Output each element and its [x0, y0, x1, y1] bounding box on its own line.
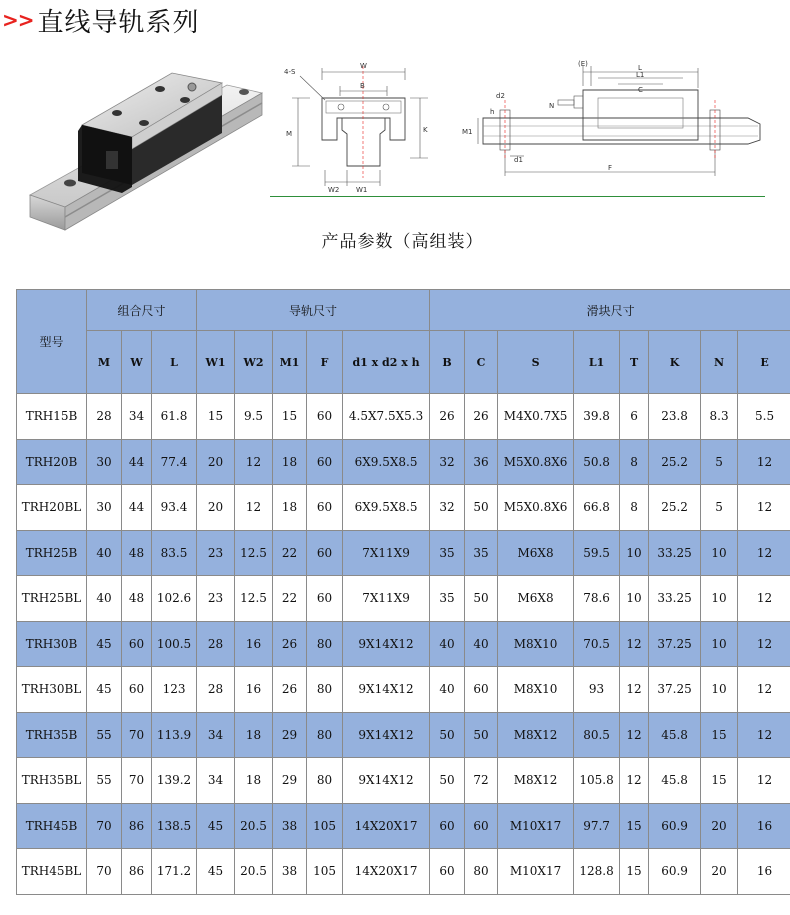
table-cell: 40	[430, 667, 465, 713]
table-cell: 80	[307, 712, 343, 758]
table-cell: 80	[307, 758, 343, 804]
table-cell: 40	[465, 621, 498, 667]
model-cell: TRH15B	[17, 394, 87, 440]
table-cell: 23.8	[649, 394, 701, 440]
table-cell: 48	[122, 530, 152, 576]
table-cell: 70	[122, 758, 152, 804]
table-cell: 5	[701, 439, 738, 485]
column-header: L	[152, 331, 197, 394]
table-cell: 12	[738, 667, 790, 713]
table-cell: 18	[235, 712, 273, 758]
table-cell: 171.2	[152, 849, 197, 895]
model-cell: TRH30B	[17, 621, 87, 667]
table-cell: 12	[620, 667, 649, 713]
table-cell: 33.25	[649, 576, 701, 622]
table-cell: 20.5	[235, 803, 273, 849]
table-cell: 128.8	[574, 849, 620, 895]
table-cell: 45.8	[649, 758, 701, 804]
table-cell: 25.2	[649, 439, 701, 485]
model-header: 型号	[17, 290, 87, 394]
table-cell: 80	[307, 621, 343, 667]
table-cell: 7X11X9	[343, 530, 430, 576]
column-header: M	[87, 331, 122, 394]
table-row	[17, 530, 790, 576]
table-cell: 15	[197, 394, 235, 440]
table-cell: 20	[197, 485, 235, 531]
table-cell: 12	[620, 712, 649, 758]
table-cell: 20	[197, 439, 235, 485]
table-cell: 39.8	[574, 394, 620, 440]
table-cell: 70	[122, 712, 152, 758]
table-cell: 15	[273, 394, 307, 440]
table-cell: 83.5	[152, 530, 197, 576]
table-cell: 9X14X12	[343, 667, 430, 713]
table-cell: 20.5	[235, 849, 273, 895]
table-cell: 12.5	[235, 576, 273, 622]
table-cell: 12	[738, 530, 790, 576]
table-cell: 60	[307, 485, 343, 531]
table-cell: 45	[197, 803, 235, 849]
table-cell: 12	[738, 712, 790, 758]
section-subtitle: 产品参数（高组装）	[321, 232, 484, 252]
table-cell: 16	[738, 849, 790, 895]
table-cell: M6X8	[498, 576, 574, 622]
table-cell: 50	[465, 485, 498, 531]
table-cell: 38	[273, 803, 307, 849]
table-cell: 5.5	[738, 394, 790, 440]
table-row	[17, 758, 790, 804]
table-cell: 6	[620, 394, 649, 440]
table-cell: 34	[197, 758, 235, 804]
table-cell: 9X14X12	[343, 621, 430, 667]
title-text: 直线导轨系列	[37, 7, 200, 38]
model-cell: TRH45B	[17, 803, 87, 849]
table-cell: 15	[701, 712, 738, 758]
table-cell: 61.8	[152, 394, 197, 440]
table-cell: 50	[430, 712, 465, 758]
table-cell: 20	[701, 849, 738, 895]
column-header: S	[498, 331, 574, 394]
model-cell: TRH25B	[17, 530, 87, 576]
column-header: d1 x d2 x h	[343, 331, 430, 394]
group-header-block: 滑块尺寸	[430, 290, 790, 331]
table-body	[17, 394, 790, 895]
table-cell: 100.5	[152, 621, 197, 667]
table-cell: 10	[620, 576, 649, 622]
column-header: W2	[235, 331, 273, 394]
front-section-diagram	[270, 58, 440, 198]
table-cell: M8X12	[498, 758, 574, 804]
table-cell: 55	[87, 758, 122, 804]
column-header: T	[620, 331, 649, 394]
table-cell: 8	[620, 485, 649, 531]
table-cell: 34	[122, 394, 152, 440]
table-cell: 28	[197, 667, 235, 713]
table-cell: 30	[87, 485, 122, 531]
column-header: C	[465, 331, 498, 394]
table-cell: 60	[430, 803, 465, 849]
table-cell: 93	[574, 667, 620, 713]
table-column-header-row	[17, 331, 790, 394]
model-cell: TRH45BL	[17, 849, 87, 895]
table-cell: 12	[738, 758, 790, 804]
table-cell: 80	[465, 849, 498, 895]
dim-label-e: (E)	[578, 60, 588, 68]
dim-label-s: 4-S	[284, 68, 296, 76]
table-cell: 12	[235, 485, 273, 531]
model-cell: TRH30BL	[17, 667, 87, 713]
table-cell: 45	[197, 849, 235, 895]
column-header: W	[122, 331, 152, 394]
table-cell: 60.9	[649, 803, 701, 849]
table-cell: 8	[620, 439, 649, 485]
table-cell: M10X17	[498, 803, 574, 849]
table-row	[17, 485, 790, 531]
table-cell: 38	[273, 849, 307, 895]
model-cell: TRH35B	[17, 712, 87, 758]
table-cell: 37.25	[649, 621, 701, 667]
table-cell: 45	[87, 667, 122, 713]
table-row	[17, 394, 790, 440]
group-header-rail: 导轨尺寸	[197, 290, 430, 331]
table-cell: 72	[465, 758, 498, 804]
column-header: E	[738, 331, 790, 394]
table-cell: 23	[197, 530, 235, 576]
table-cell: 7X11X9	[343, 576, 430, 622]
table-cell: 35	[465, 530, 498, 576]
table-cell: 12	[738, 439, 790, 485]
table-cell: 15	[701, 758, 738, 804]
table-cell: 12	[620, 758, 649, 804]
dim-label-f: F	[608, 164, 613, 172]
table-cell: 60	[465, 667, 498, 713]
table-cell: M10X17	[498, 849, 574, 895]
table-cell: 45	[87, 621, 122, 667]
dim-label-c: C	[638, 86, 643, 94]
table-cell: 113.9	[152, 712, 197, 758]
table-cell: 10	[701, 667, 738, 713]
table-cell: M4X0.7X5	[498, 394, 574, 440]
table-group-header-row	[17, 290, 790, 331]
table-cell: 32	[430, 485, 465, 531]
table-cell: 4.5X7.5X5.3	[343, 394, 430, 440]
table-cell: 60	[122, 621, 152, 667]
table-cell: 40	[87, 576, 122, 622]
dim-label-m1: M1	[462, 128, 473, 136]
table-cell: 18	[273, 439, 307, 485]
table-cell: M8X10	[498, 621, 574, 667]
table-cell: 78.6	[574, 576, 620, 622]
table-cell: 16	[235, 667, 273, 713]
table-cell: 16	[235, 621, 273, 667]
dim-label-m: M	[286, 130, 293, 138]
table-cell: 102.6	[152, 576, 197, 622]
table-cell: 77.4	[152, 439, 197, 485]
table-cell: 60	[465, 803, 498, 849]
table-cell: 15	[620, 849, 649, 895]
table-cell: M6X8	[498, 530, 574, 576]
table-cell: 48	[122, 576, 152, 622]
table-cell: 5	[701, 485, 738, 531]
dim-label-l: L	[638, 64, 642, 72]
table-cell: 35	[430, 530, 465, 576]
table-cell: 40	[87, 530, 122, 576]
table-cell: 12	[235, 439, 273, 485]
table-cell: 28	[197, 621, 235, 667]
column-header: W1	[197, 331, 235, 394]
linear-guide-product-image	[22, 55, 267, 240]
table-cell: 44	[122, 439, 152, 485]
table-cell: 70.5	[574, 621, 620, 667]
table-cell: 93.4	[152, 485, 197, 531]
table-cell: 12.5	[235, 530, 273, 576]
column-header: N	[701, 331, 738, 394]
table-cell: 10	[620, 530, 649, 576]
dim-label-k: K	[423, 126, 428, 134]
table-cell: 37.25	[649, 667, 701, 713]
column-header: F	[307, 331, 343, 394]
table-cell: 50	[430, 758, 465, 804]
dim-label-b: B	[360, 82, 365, 90]
table-cell: 9.5	[235, 394, 273, 440]
table-row	[17, 667, 790, 713]
table-cell: 45.8	[649, 712, 701, 758]
table-cell: 30	[87, 439, 122, 485]
group-header-assembly: 组合尺寸	[87, 290, 197, 331]
table-cell: 22	[273, 576, 307, 622]
table-cell: 50	[465, 576, 498, 622]
table-cell: M8X12	[498, 712, 574, 758]
table-cell: 97.7	[574, 803, 620, 849]
table-cell: 50.8	[574, 439, 620, 485]
table-cell: 20	[701, 803, 738, 849]
column-header: K	[649, 331, 701, 394]
dim-label-w2: W2	[328, 186, 340, 194]
table-cell: 10	[701, 621, 738, 667]
table-cell: 23	[197, 576, 235, 622]
table-cell: 22	[273, 530, 307, 576]
table-cell: 18	[273, 485, 307, 531]
table-cell: 18	[235, 758, 273, 804]
table-cell: 86	[122, 849, 152, 895]
table-cell: 29	[273, 712, 307, 758]
table-cell: 105	[307, 803, 343, 849]
title-arrows: >>	[2, 8, 34, 32]
table-cell: M8X10	[498, 667, 574, 713]
table-row	[17, 803, 790, 849]
table-cell: 50	[465, 712, 498, 758]
table-cell: 29	[273, 758, 307, 804]
table-cell: 123	[152, 667, 197, 713]
table-cell: 70	[87, 849, 122, 895]
table-cell: 105	[307, 849, 343, 895]
table-cell: 70	[87, 803, 122, 849]
dim-label-h: h	[490, 108, 495, 116]
table-cell: 139.2	[152, 758, 197, 804]
table-row	[17, 849, 790, 895]
table-cell: 10	[701, 530, 738, 576]
table-cell: M5X0.8X6	[498, 439, 574, 485]
column-header: L1	[574, 331, 620, 394]
table-cell: 12	[620, 621, 649, 667]
column-header: M1	[273, 331, 307, 394]
model-cell: TRH20B	[17, 439, 87, 485]
table-cell: 10	[701, 576, 738, 622]
table-cell: 105.8	[574, 758, 620, 804]
table-row	[17, 576, 790, 622]
table-cell: 60	[307, 394, 343, 440]
page-title	[0, 0, 200, 40]
table-cell: 86	[122, 803, 152, 849]
table-cell: 9X14X12	[343, 758, 430, 804]
table-cell: 40	[430, 621, 465, 667]
table-cell: 8.3	[701, 394, 738, 440]
table-cell: 26	[273, 667, 307, 713]
table-cell: 26	[465, 394, 498, 440]
table-cell: 36	[465, 439, 498, 485]
table-cell: 26	[430, 394, 465, 440]
table-cell: 60	[307, 439, 343, 485]
table-cell: 9X14X12	[343, 712, 430, 758]
table-cell: 14X20X17	[343, 849, 430, 895]
table-cell: 35	[430, 576, 465, 622]
diagram-baseline	[270, 196, 765, 197]
table-cell: 12	[738, 621, 790, 667]
table-cell: 6X9.5X8.5	[343, 485, 430, 531]
table-cell: 60	[307, 530, 343, 576]
table-cell: 59.5	[574, 530, 620, 576]
table-cell: 12	[738, 485, 790, 531]
table-cell: 34	[197, 712, 235, 758]
table-cell: 60	[307, 576, 343, 622]
spec-table	[16, 289, 790, 895]
table-cell: 16	[738, 803, 790, 849]
dim-label-w: W	[360, 62, 367, 70]
table-row	[17, 712, 790, 758]
table-cell: 6X9.5X8.5	[343, 439, 430, 485]
table-cell: 60	[430, 849, 465, 895]
table-cell: 80.5	[574, 712, 620, 758]
table-cell: 44	[122, 485, 152, 531]
table-cell: 60.9	[649, 849, 701, 895]
side-section-diagram	[448, 58, 778, 183]
table-cell: 55	[87, 712, 122, 758]
model-cell: TRH20BL	[17, 485, 87, 531]
column-header: B	[430, 331, 465, 394]
table-cell: 15	[620, 803, 649, 849]
table-cell: 80	[307, 667, 343, 713]
table-cell: 66.8	[574, 485, 620, 531]
dim-label-w1: W1	[356, 186, 368, 194]
table-cell: 26	[273, 621, 307, 667]
dim-label-n: N	[549, 102, 555, 110]
table-cell: M5X0.8X6	[498, 485, 574, 531]
table-cell: 12	[738, 576, 790, 622]
dim-label-d2: d2	[496, 92, 505, 100]
dim-label-l1: L1	[636, 71, 645, 79]
table-cell: 60	[122, 667, 152, 713]
table-row	[17, 439, 790, 485]
table-cell: 25.2	[649, 485, 701, 531]
table-cell: 138.5	[152, 803, 197, 849]
model-cell: TRH35BL	[17, 758, 87, 804]
table-cell: 28	[87, 394, 122, 440]
dim-label-d1: d1	[514, 156, 523, 164]
model-cell: TRH25BL	[17, 576, 87, 622]
table-row	[17, 621, 790, 667]
table-cell: 33.25	[649, 530, 701, 576]
table-cell: 32	[430, 439, 465, 485]
table-cell: 14X20X17	[343, 803, 430, 849]
